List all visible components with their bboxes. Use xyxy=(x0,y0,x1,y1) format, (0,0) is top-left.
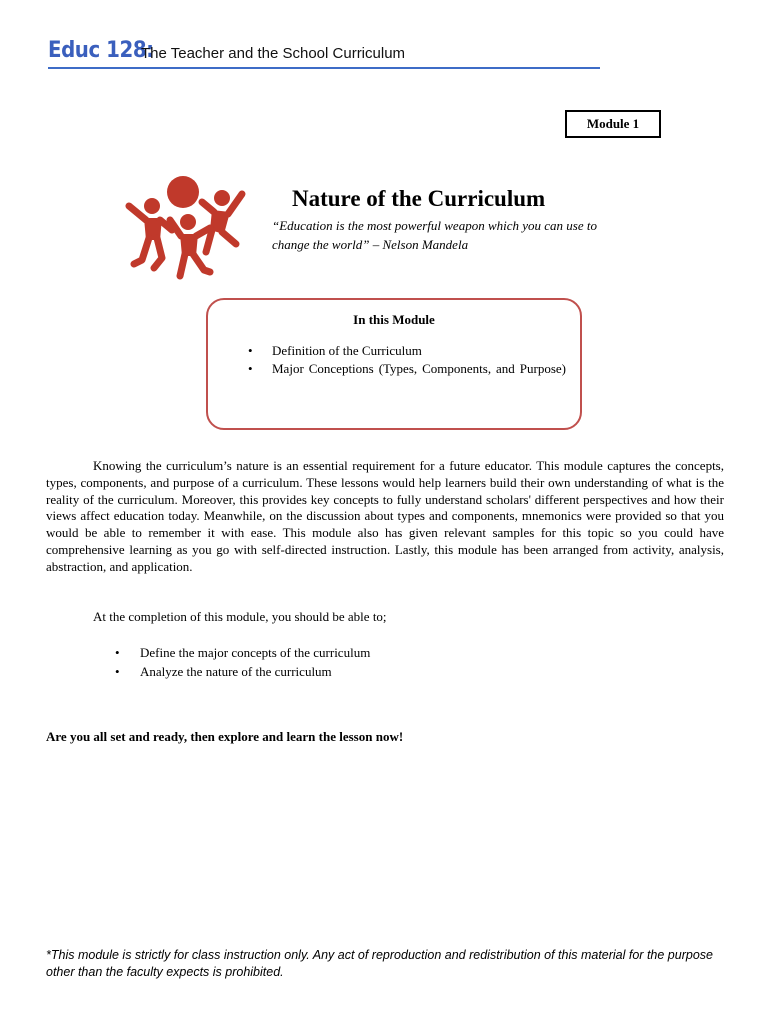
module-label: Module 1 xyxy=(586,116,640,131)
course-code: Educ 128: xyxy=(48,38,154,63)
completion-statement: At the completion of this module, you should be able to; xyxy=(93,609,387,624)
objective-item: • Define the major concepts of the curriculum xyxy=(115,643,370,662)
module-topic-list xyxy=(248,342,566,378)
people-celebrating-icon xyxy=(124,172,248,282)
quote: “Education is the most powerful weapon which you can use to change the world” – Nelson Mandela xyxy=(272,218,597,252)
document-header xyxy=(48,38,406,63)
objective-item: • Analyze the nature of the curriculum xyxy=(115,662,370,681)
disclaimer-note: *This module is strictly for class instruction only. Any act of reproduction and redistribution of this material for the purpose other than the faculty expects is prohibited. xyxy=(46,948,713,979)
call-to-action: Are you all set and ready, then explore and learn the lesson now! xyxy=(46,729,404,744)
module-topic-item: • Major Conceptions (Types, Components, and Purpose) xyxy=(248,360,566,378)
module-label-box xyxy=(565,110,661,138)
module-topic-item: • Definition of the Curriculum xyxy=(248,342,566,360)
module-card-title: In this Module xyxy=(353,312,435,327)
objectives-list xyxy=(115,643,370,681)
intro-paragraph: Knowing the curriculum’s nature is an essential requirement for a future educator. This module captures the concepts, types, components, and purpose of a curriculum. These lessons would help learners build their own understanding of what is the reality of the curriculum. Moreover, this provides key concepts to fully understand scholars' different perspectives and how their views affect education today. Meanwhile, on the discussion about types and components, mnemonics were provided so that you would be able to remember it with ease. This module also has given relevant samples for this topic so you could have comprehensive learning as you go with self-directed instruction. Lastly, this module has been arranged from activity, analysis, abstraction, and application. xyxy=(46,458,724,574)
page-title: Nature of the Curriculum xyxy=(292,186,546,211)
header-divider xyxy=(48,67,600,69)
module-overview-card xyxy=(206,298,582,430)
course-title: The Teacher and the School Curriculum xyxy=(141,45,406,62)
